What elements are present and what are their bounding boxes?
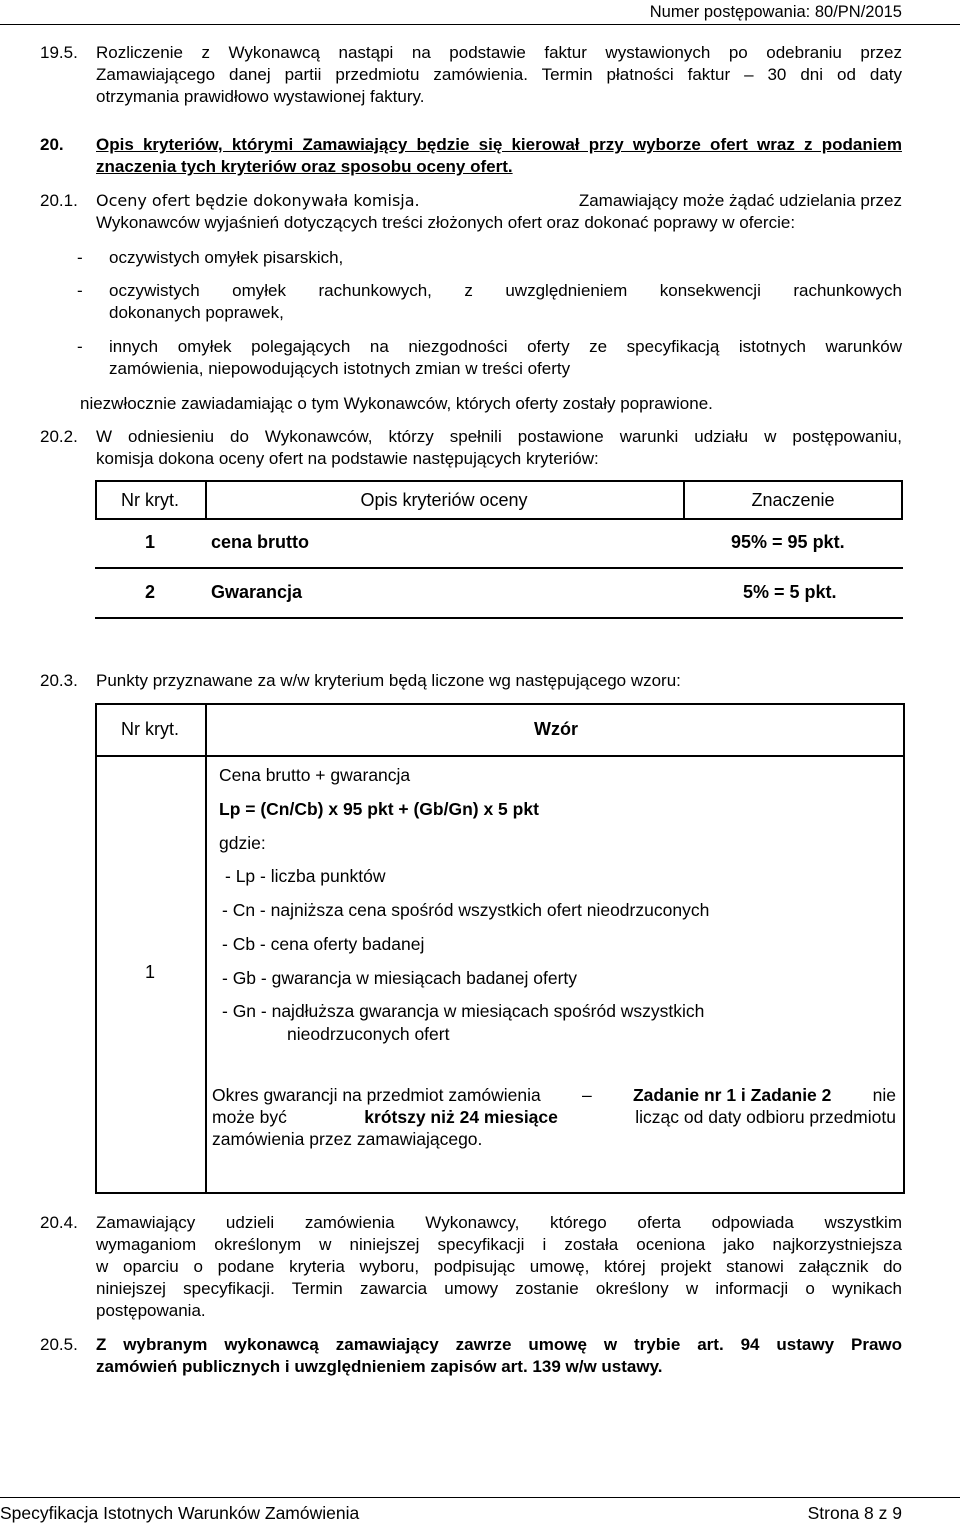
formula-header-nr: Nr kryt.: [121, 719, 179, 739]
section-20-2-line1: W odniesieniu do Wykonawców, którzy spełnili postawione warunki udziału w postępowaniu,: [96, 427, 902, 446]
criteria-header-weight: Znaczenie: [751, 490, 835, 510]
section-20-4-line: niniejszej specyfikacji. Termin zawarcia umowy zostanie określony w informacji o wynikach: [96, 1279, 902, 1298]
section-20-title-line2: znaczenia tych kryteriów oraz sposobu oceny ofert.: [96, 157, 513, 176]
section-19-5-line: Rozliczenie z Wykonawcą nastąpi na podstawie faktur wystawionych po odebraniu przez: [96, 43, 902, 62]
section-20-1-line1: [96, 190, 902, 212]
page-number: Strona 8 z 9: [807, 1503, 902, 1523]
formula-definition: - Gb - gwarancja w miesiącach badanej oferty: [222, 968, 578, 988]
warranty-note-text: Okres gwarancji na przedmiot zamówienia: [212, 1085, 541, 1105]
list-item: [77, 247, 902, 269]
section-20-title-line1: Opis kryteriów, którymi Zamawiający będzie się kierował przy wyborze ofert wraz z podaniem: [96, 135, 902, 154]
formula-row-nr: 1: [144, 962, 155, 982]
section-20-number: 20.: [40, 135, 64, 154]
section-20-4-number: 20.4.: [40, 1213, 78, 1232]
formula-table: [95, 703, 905, 1194]
warranty-note-text: nie: [872, 1085, 896, 1105]
formula-where: gdzie:: [219, 833, 266, 853]
formula-expression: Lp = (Cn/Cb) x 95 pkt + (Gb/Gn) x 5 pkt: [219, 799, 539, 819]
list-dash: -: [77, 281, 83, 300]
warranty-note-line2: [212, 1106, 896, 1128]
criteria-row-weight: 5% = 5 pkt.: [743, 582, 837, 602]
formula-title: Cena brutto + gwarancja: [219, 765, 411, 785]
section-20-1-commission: Oceny ofert będzie dokonywała komisja.: [96, 191, 420, 210]
criteria-table-row-border: [95, 617, 903, 619]
section-20-5-text: [96, 1334, 902, 1378]
formula-table-header-border: [95, 755, 905, 757]
criteria-header-desc: Opis kryteriów oceny: [360, 490, 528, 510]
list-item-text: innych omyłek polegających na niezgodności oferty ze specyfikacją istotnych warunków: [109, 337, 902, 356]
criteria-row-desc: cena brutto: [211, 532, 310, 552]
section-20-4-line: postępowania.: [96, 1301, 206, 1320]
section-20-heading: [96, 134, 902, 178]
formula-definition-continued: nieodrzuconych ofert: [287, 1024, 450, 1044]
section-20-2-line2: komisja dokona oceny ofert na podstawie następujących kryteriów:: [96, 449, 599, 468]
section-20-5-number: 20.5.: [40, 1335, 78, 1354]
warranty-note-line1: [212, 1084, 896, 1106]
warranty-note-dash: –: [582, 1085, 592, 1105]
section-20-2-text: [96, 426, 902, 470]
formula-definition: - Lp - liczba punktów: [225, 866, 386, 886]
section-20-1-request: Zamawiający może żądać udzielania przez: [578, 191, 902, 210]
list-dash: -: [77, 337, 83, 356]
list-item-text: oczywistych omyłek pisarskich,: [109, 248, 344, 267]
formula-header-formula: Wzór: [534, 719, 578, 739]
criteria-row-weight: 95% = 95 pkt.: [731, 532, 845, 552]
header-divider: [0, 24, 960, 25]
section-20-5-line2: zamówień publicznych i uwzględnieniem zapisów art. 139 w/w ustawy.: [96, 1357, 663, 1376]
formula-definition: - Cb - cena oferty badanej: [222, 934, 425, 954]
criteria-row-nr: 1: [145, 532, 156, 552]
warranty-note-minimum: krótszy niż 24 miesiące: [364, 1107, 558, 1127]
list-dash: -: [77, 248, 83, 267]
section-19-5-line: Zamawiającego danej partii przedmiotu zamówienia. Termin płatności faktur – 30 dni od daty: [96, 65, 902, 84]
warranty-note-text: licząc od daty odbioru przedmiotu: [635, 1107, 896, 1127]
warranty-note-line3: zamówienia przez zamawiającego.: [212, 1129, 483, 1149]
criteria-header-nr: Nr kryt.: [121, 490, 179, 510]
section-20-5-line1: Z wybranym wykonawcą zamawiający zawrze umowę w trybie art. 94 ustawy Prawo: [96, 1335, 902, 1354]
section-20-1-number: 20.1.: [40, 191, 78, 210]
section-20-3-text: Punkty przyznawane za w/w kryterium będą liczone wg następującego wzoru:: [96, 671, 681, 690]
criteria-row-nr: 2: [145, 582, 156, 602]
section-20-4-line: wymaganiom określonym w niniejszej specyfikacji i została oceniona jako najkorzystniejsza: [96, 1235, 902, 1254]
footer-title: Specyfikacja Istotnych Warunków Zamówienia: [0, 1503, 360, 1523]
warranty-note: [212, 1084, 896, 1150]
list-item: [77, 336, 902, 380]
formula-table-divider: [205, 703, 207, 1194]
footer-divider: [0, 1497, 960, 1498]
section-19-5-text: [96, 42, 902, 108]
criteria-row-desc: Gwarancja: [211, 582, 303, 602]
criteria-table: [95, 480, 903, 619]
proceeding-number: Numer postępowania: 80/PN/2015: [649, 3, 902, 21]
criteria-table-row-border: [95, 567, 903, 569]
section-19-5-number: 19.5.: [40, 43, 78, 62]
list-item-text: oczywistych omyłek rachunkowych, z uwzględnieniem konsekwencji rachunkowych: [109, 281, 902, 300]
section-19-5-line: otrzymania prawidłowo wystawionej faktury.: [96, 87, 425, 106]
formula-definition: - Cn - najniższa cena spośród wszystkich ofert nieodrzuconych: [222, 900, 710, 920]
section-20-4-text: [96, 1212, 902, 1322]
warranty-note-tasks: Zadanie nr 1 i Zadanie 2: [632, 1085, 832, 1105]
section-20-1-closing: niezwłocznie zawiadamiając o tym Wykonawców, których oferty zostały poprawione.: [80, 394, 713, 413]
formula-definition: - Gn - najdłuższa gwarancja w miesiącach spośród wszystkich: [222, 1001, 705, 1021]
section-20-4-line: w oparciu o podane kryteria wyboru, podpisując umowę, której projekt stanowi załącznik do: [96, 1257, 902, 1276]
list-item-text: dokonanych poprawek,: [109, 303, 284, 322]
section-20-3-number: 20.3.: [40, 671, 78, 690]
list-item-text: zamówienia, niepowodujących istotnych zmian w treści oferty: [109, 359, 571, 378]
section-20-2-number: 20.2.: [40, 427, 78, 446]
section-20-4-line: Zamawiający udzieli zamówienia Wykonawcy, którego oferta odpowiada wszystkim: [96, 1213, 902, 1232]
section-20-1-line2: Wykonawców wyjaśnień dotyczących treści złożonych ofert oraz dokonać poprawy w ofercie:: [96, 213, 796, 232]
warranty-note-text: może być: [212, 1107, 287, 1127]
section-20-1-text: [96, 190, 902, 234]
list-item: [77, 280, 902, 324]
